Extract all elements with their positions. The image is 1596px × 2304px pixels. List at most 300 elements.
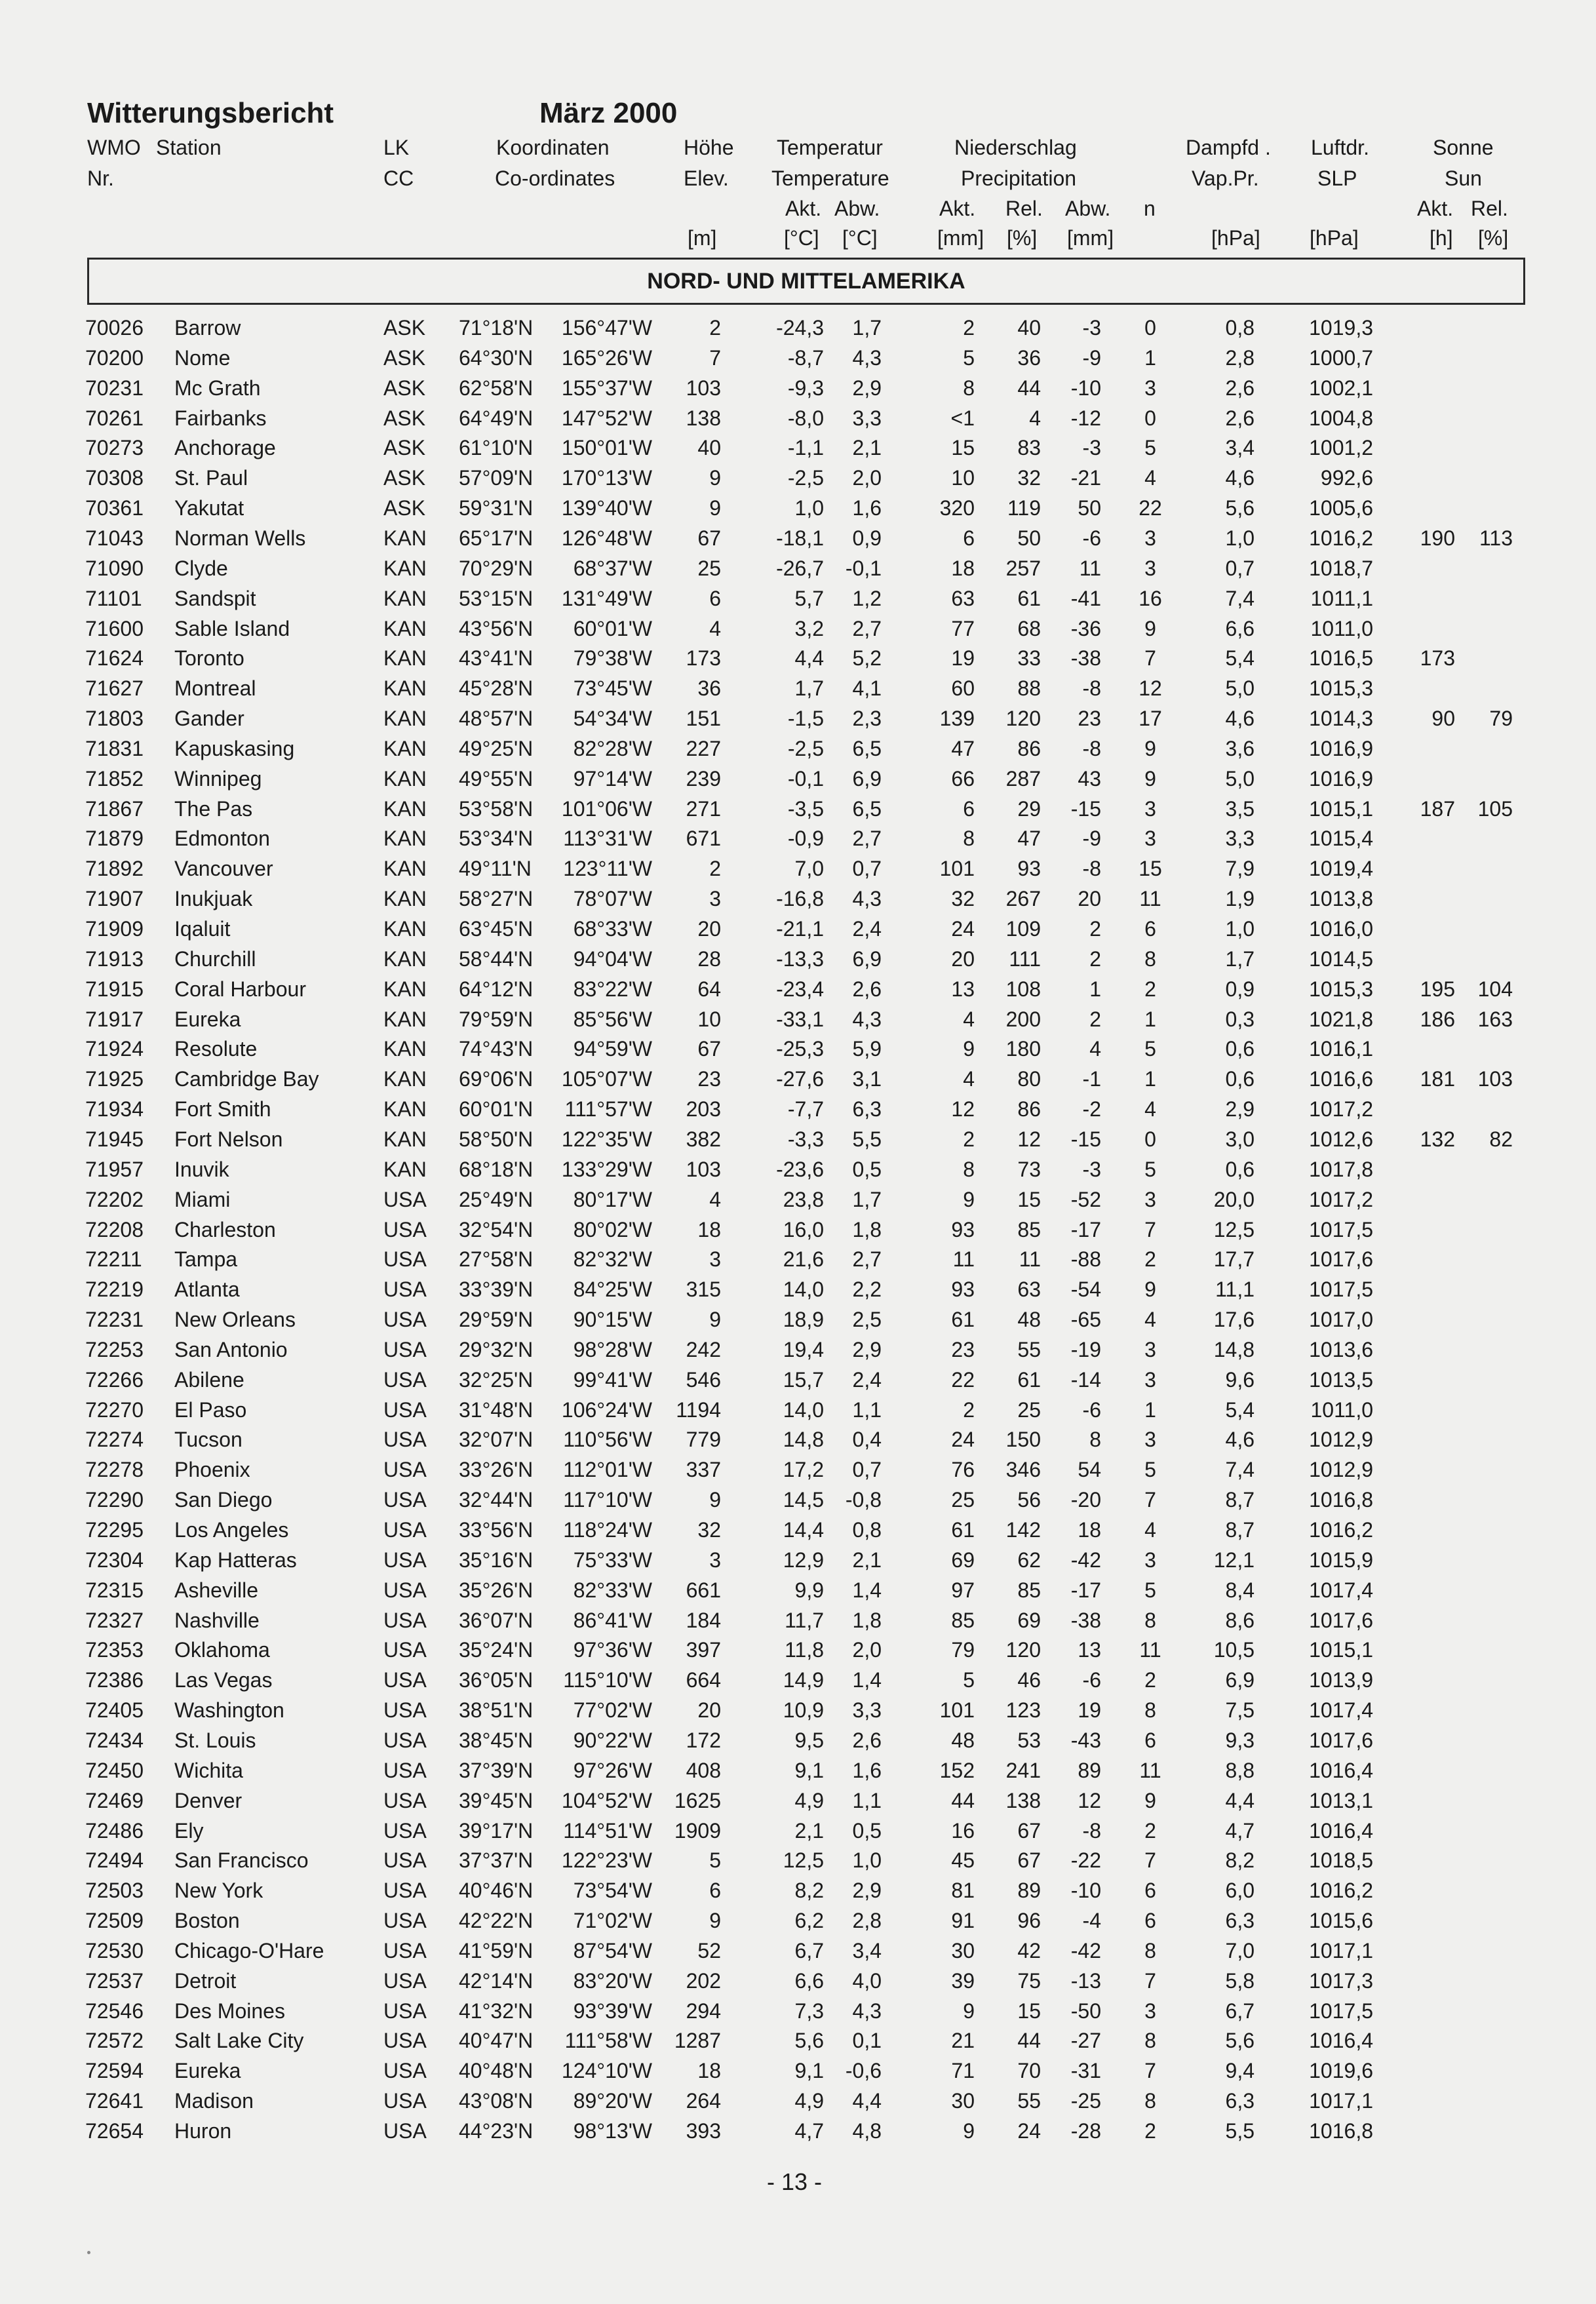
cell-vapour-pressure: 4,7	[1225, 1819, 1255, 1843]
cell-longitude: 86°41'W	[573, 1609, 652, 1632]
cell-station-name: Gander	[174, 707, 244, 730]
cell-precip-days: 1	[1144, 1007, 1156, 1031]
cell-temp-actual: 6,2	[794, 1909, 824, 1932]
cell-wmo-nr: 70261	[85, 406, 144, 430]
cell-latitude: 43°41'N	[459, 646, 534, 670]
cell-station-name: Vancouver	[174, 857, 273, 880]
cell-latitude: 27°58'N	[459, 1247, 534, 1271]
cell-temp-anomaly: -0,8	[845, 1488, 882, 1512]
cell-vapour-pressure: 0,9	[1225, 977, 1255, 1001]
cell-wmo-nr: 72641	[85, 2089, 144, 2113]
cell-country-code: KAN	[383, 767, 427, 791]
cell-elevation: 138	[686, 406, 721, 430]
cell-latitude: 71°18'N	[459, 316, 534, 340]
cell-country-code: KAN	[383, 947, 427, 971]
cell-vapour-pressure: 9,3	[1225, 1728, 1255, 1752]
cell-elevation: 173	[686, 646, 721, 670]
cell-latitude: 32°44'N	[459, 1488, 534, 1512]
cell-sea-level-pressure: 1017,4	[1309, 1578, 1373, 1602]
cell-precip-days: 3	[1144, 1548, 1156, 1572]
cell-elevation: 3	[709, 887, 721, 910]
cell-station-name: Sandspit	[174, 587, 256, 610]
cell-temp-actual: 14,5	[783, 1488, 824, 1512]
cell-country-code: KAN	[383, 1127, 427, 1151]
cell-wmo-nr: 72572	[85, 2029, 144, 2052]
cell-sea-level-pressure: 1015,3	[1309, 676, 1373, 700]
cell-precip-actual: 45	[951, 1848, 975, 1872]
cell-latitude: 40°47'N	[459, 2029, 534, 2052]
cell-wmo-nr: 71624	[85, 646, 144, 670]
cell-precip-days: 5	[1144, 436, 1156, 459]
cell-vapour-pressure: 12,1	[1213, 1548, 1255, 1572]
cell-vapour-pressure: 0,8	[1225, 316, 1255, 340]
cell-country-code: USA	[383, 1759, 427, 1782]
cell-precip-days: 3	[1144, 827, 1156, 850]
table-row	[0, 1879, 1596, 1909]
cell-wmo-nr: 70200	[85, 346, 144, 370]
cell-longitude: 124°10'W	[561, 2059, 652, 2082]
cell-precip-days: 11	[1139, 1759, 1161, 1782]
page-number: - 13 -	[767, 2168, 823, 2195]
cell-precip-anomaly: 2	[1089, 947, 1101, 971]
cell-longitude: 68°37'W	[573, 556, 652, 580]
cell-longitude: 97°14'W	[573, 767, 652, 791]
cell-temp-anomaly: 3,3	[852, 406, 882, 430]
cell-temp-anomaly: 0,7	[852, 857, 882, 880]
cell-latitude: 33°56'N	[459, 1518, 534, 1542]
table-row	[0, 466, 1596, 496]
cell-elevation: 1909	[674, 1819, 721, 1843]
cell-longitude: 80°17'W	[573, 1188, 652, 1211]
cell-vapour-pressure: 2,6	[1225, 376, 1255, 400]
cell-sea-level-pressure: 1015,6	[1309, 1909, 1373, 1932]
cell-wmo-nr: 71803	[85, 707, 144, 730]
cell-sea-level-pressure: 1011,0	[1310, 617, 1373, 640]
cell-wmo-nr: 72278	[85, 1458, 144, 1481]
cell-precip-relative: 69	[1017, 1609, 1041, 1632]
table-row	[0, 1067, 1596, 1097]
cell-wmo-nr: 72503	[85, 1879, 144, 1902]
cell-vapour-pressure: 1,0	[1225, 917, 1255, 941]
cell-wmo-nr: 71831	[85, 737, 144, 760]
cell-sea-level-pressure: 1021,8	[1309, 1007, 1373, 1031]
cell-station-name: Des Moines	[174, 1999, 285, 2023]
cell-temp-actual: 12,9	[783, 1548, 824, 1572]
cell-precip-days: 8	[1144, 1609, 1156, 1632]
cell-longitude: 98°28'W	[573, 1338, 652, 1361]
cell-temp-anomaly: 5,2	[852, 646, 882, 670]
header-precip-akt: Akt.	[939, 197, 976, 220]
cell-temp-anomaly: 4,3	[852, 1999, 882, 2023]
cell-vapour-pressure: 6,3	[1225, 1909, 1255, 1932]
cell-country-code: USA	[383, 1909, 427, 1932]
cell-precip-days: 1	[1144, 1067, 1156, 1091]
cell-precip-anomaly: -50	[1070, 1999, 1101, 2023]
cell-vapour-pressure: 11,1	[1215, 1278, 1255, 1301]
cell-precip-days: 0	[1144, 406, 1156, 430]
cell-sun-hours: 195	[1420, 977, 1455, 1001]
cell-elevation: 1194	[676, 1398, 721, 1422]
cell-sea-level-pressure: 1011,0	[1310, 1398, 1373, 1422]
cell-precip-relative: 4	[1029, 406, 1041, 430]
cell-sea-level-pressure: 1016,4	[1309, 2029, 1373, 2052]
cell-elevation: 23	[697, 1067, 721, 1091]
cell-precip-anomaly: -10	[1070, 1879, 1101, 1902]
cell-station-name: San Diego	[174, 1488, 273, 1512]
cell-precip-days: 2	[1144, 1668, 1156, 1692]
cell-elevation: 2	[709, 316, 721, 340]
header-temperature: Temperature	[771, 166, 889, 190]
cell-station-name: Barrow	[174, 316, 241, 340]
cell-sun-relative: 113	[1479, 526, 1513, 550]
cell-precip-anomaly: -12	[1070, 406, 1101, 430]
cell-sun-relative: 105	[1477, 797, 1513, 821]
cell-temp-anomaly: 1,8	[852, 1609, 882, 1632]
cell-precip-days: 4	[1144, 1097, 1156, 1121]
cell-precip-days: 5	[1144, 1458, 1156, 1481]
cell-temp-anomaly: 0,7	[852, 1458, 882, 1481]
cell-precip-actual: 19	[951, 646, 975, 670]
cell-elevation: 184	[686, 1609, 721, 1632]
cell-vapour-pressure: 5,5	[1225, 2119, 1255, 2143]
cell-country-code: USA	[383, 1458, 427, 1481]
cell-precip-relative: 123	[1005, 1698, 1041, 1722]
cell-wmo-nr: 71917	[85, 1007, 144, 1031]
table-row	[0, 1578, 1596, 1609]
cell-sea-level-pressure: 1017,4	[1309, 1698, 1373, 1722]
cell-precip-actual: 77	[951, 617, 975, 640]
cell-country-code: USA	[383, 1728, 427, 1752]
cell-longitude: 93°39'W	[573, 1999, 652, 2023]
cell-precip-days: 8	[1144, 1939, 1156, 1962]
cell-vapour-pressure: 5,4	[1225, 1398, 1255, 1422]
header-temperatur: Temperatur	[777, 136, 883, 159]
cell-precip-anomaly: 50	[1078, 496, 1101, 520]
header-niederschlag: Niederschlag	[954, 136, 1077, 159]
cell-sea-level-pressure: 1016,8	[1309, 2119, 1373, 2143]
cell-elevation: 382	[686, 1127, 721, 1151]
cell-precip-actual: 93	[951, 1218, 975, 1241]
cell-precip-actual: 47	[951, 737, 975, 760]
cell-precip-relative: 75	[1017, 1969, 1041, 1993]
cell-precip-actual: 5	[963, 1668, 975, 1692]
cell-country-code: KAN	[383, 646, 427, 670]
cell-precip-relative: 111	[1009, 947, 1041, 971]
cell-latitude: 58°44'N	[459, 947, 534, 971]
cell-country-code: ASK	[383, 496, 426, 520]
cell-precip-anomaly: -52	[1070, 1188, 1101, 1211]
table-row	[0, 1999, 1596, 2029]
cell-station-name: Fairbanks	[174, 406, 267, 430]
cell-temp-actual: 16,0	[783, 1218, 824, 1241]
cell-wmo-nr: 71913	[85, 947, 144, 971]
cell-longitude: 126°48'W	[561, 526, 652, 550]
cell-precip-anomaly: -41	[1070, 587, 1101, 610]
cell-precip-anomaly: -9	[1082, 346, 1101, 370]
cell-longitude: 83°22'W	[573, 977, 652, 1001]
cell-latitude: 62°58'N	[459, 376, 534, 400]
cell-latitude: 48°57'N	[459, 707, 534, 730]
cell-longitude: 80°02'W	[573, 1218, 652, 1241]
cell-sea-level-pressure: 1017,1	[1309, 2089, 1373, 2113]
cell-latitude: 32°07'N	[459, 1428, 534, 1451]
cell-wmo-nr: 72594	[85, 2059, 144, 2082]
cell-precip-days: 6	[1144, 1879, 1156, 1902]
cell-elevation: 172	[686, 1728, 721, 1752]
cell-precip-anomaly: -20	[1070, 1488, 1101, 1512]
table-row	[0, 1969, 1596, 1999]
header-precip-abw: Abw.	[1065, 197, 1111, 220]
cell-station-name: San Francisco	[174, 1848, 309, 1872]
cell-precip-days: 3	[1144, 1368, 1156, 1392]
cell-precip-relative: 86	[1017, 737, 1041, 760]
section-title: NORD- UND MITTELAMERIKA	[647, 268, 965, 294]
cell-wmo-nr: 72546	[85, 1999, 144, 2023]
cell-country-code: KAN	[383, 617, 427, 640]
cell-temp-actual: 1,0	[794, 496, 824, 520]
cell-precip-anomaly: -17	[1070, 1218, 1101, 1241]
cell-precip-actual: 39	[951, 1969, 975, 1993]
cell-wmo-nr: 71907	[85, 887, 144, 910]
cell-precip-anomaly: -6	[1082, 1668, 1101, 1692]
cell-station-name: Madison	[174, 2089, 254, 2113]
cell-longitude: 147°52'W	[561, 406, 652, 430]
cell-precip-days: 7	[1144, 1218, 1156, 1241]
table-row	[0, 496, 1596, 526]
cell-sea-level-pressure: 1016,4	[1309, 1819, 1373, 1843]
cell-latitude: 70°29'N	[459, 556, 534, 580]
cell-precip-relative: 142	[1005, 1518, 1041, 1542]
cell-temp-actual: 14,9	[783, 1668, 824, 1692]
cell-precip-relative: 12	[1017, 1127, 1041, 1151]
table-row	[0, 767, 1596, 797]
table-row	[0, 1819, 1596, 1849]
table-row	[0, 1698, 1596, 1728]
cell-longitude: 82°32'W	[573, 1247, 652, 1271]
cell-longitude: 110°56'W	[563, 1428, 652, 1451]
header-precip-unit-akt: [mm]	[937, 226, 984, 250]
cell-precip-anomaly: -8	[1082, 676, 1101, 700]
cell-precip-anomaly: -36	[1070, 617, 1101, 640]
header-sun-rel: Rel.	[1471, 197, 1508, 220]
cell-sun-hours: 187	[1420, 797, 1455, 821]
cell-vapour-pressure: 17,7	[1213, 1247, 1255, 1271]
cell-sea-level-pressure: 1002,1	[1309, 376, 1373, 400]
cell-country-code: USA	[383, 1488, 427, 1512]
cell-precip-relative: 85	[1017, 1578, 1041, 1602]
header-temp-abw: Abw.	[834, 197, 880, 220]
cell-wmo-nr: 72494	[85, 1848, 144, 1872]
cell-precip-anomaly: -42	[1070, 1939, 1101, 1962]
cell-country-code: KAN	[383, 1037, 427, 1061]
cell-sea-level-pressure: 1013,5	[1309, 1368, 1373, 1392]
cell-precip-actual: 44	[951, 1789, 975, 1812]
cell-precip-actual: 48	[951, 1728, 975, 1752]
cell-precip-actual: 2	[963, 1127, 975, 1151]
cell-temp-anomaly: 2,9	[852, 1338, 882, 1361]
cell-temp-actual: 7,0	[794, 857, 824, 880]
cell-temp-actual: -24,3	[776, 316, 824, 340]
cell-precip-anomaly: 43	[1078, 767, 1101, 791]
header-station: Station	[156, 136, 222, 159]
cell-sea-level-pressure: 1001,2	[1309, 436, 1373, 459]
cell-precip-actual: 8	[963, 376, 975, 400]
cell-station-name: The Pas	[174, 797, 253, 821]
cell-wmo-nr: 72202	[85, 1188, 144, 1211]
table-row	[0, 1548, 1596, 1578]
cell-temp-actual: -1,5	[787, 707, 824, 730]
cell-vapour-pressure: 0,3	[1225, 1007, 1255, 1031]
cell-sea-level-pressure: 1017,2	[1309, 1097, 1373, 1121]
table-row	[0, 1097, 1596, 1127]
cell-precip-actual: 2	[963, 316, 975, 340]
cell-wmo-nr: 72654	[85, 2119, 144, 2143]
cell-vapour-pressure: 7,4	[1225, 587, 1255, 610]
cell-precip-relative: 68	[1017, 617, 1041, 640]
table-row	[0, 1278, 1596, 1308]
cell-precip-days: 16	[1139, 587, 1162, 610]
cell-precip-relative: 80	[1017, 1067, 1041, 1091]
cell-sea-level-pressure: 1016,9	[1309, 767, 1373, 791]
cell-sea-level-pressure: 992,6	[1320, 466, 1373, 490]
cell-precip-anomaly: 11	[1079, 556, 1101, 580]
cell-country-code: ASK	[383, 376, 426, 400]
cell-temp-actual: -2,5	[787, 466, 824, 490]
cell-latitude: 29°59'N	[459, 1308, 534, 1331]
cell-wmo-nr: 72509	[85, 1909, 144, 1932]
cell-elevation: 408	[686, 1759, 721, 1782]
cell-precip-actual: 9	[963, 1999, 975, 2023]
cell-latitude: 33°39'N	[459, 1278, 534, 1301]
cell-wmo-nr: 72315	[85, 1578, 144, 1602]
cell-elevation: 779	[686, 1428, 721, 1451]
cell-precip-relative: 53	[1017, 1728, 1041, 1752]
cell-station-name: Washington	[174, 1698, 284, 1722]
cell-temp-anomaly: 4,0	[852, 1969, 882, 1993]
table-row	[0, 977, 1596, 1007]
cell-longitude: 71°02'W	[573, 1909, 652, 1932]
header-unit-hpa-slp: [hPa]	[1310, 226, 1359, 250]
cell-precip-actual: 16	[951, 1819, 975, 1843]
cell-country-code: ASK	[383, 436, 426, 459]
cell-temp-anomaly: 4,4	[852, 2089, 882, 2113]
cell-vapour-pressure: 1,0	[1225, 526, 1255, 550]
cell-precip-days: 11	[1139, 887, 1161, 910]
cell-precip-days: 8	[1144, 947, 1156, 971]
cell-precip-days: 9	[1144, 617, 1156, 640]
cell-elevation: 7	[709, 346, 721, 370]
cell-precip-days: 7	[1144, 1488, 1156, 1512]
cell-vapour-pressure: 4,6	[1225, 466, 1255, 490]
cell-longitude: 94°04'W	[573, 947, 652, 971]
cell-country-code: KAN	[383, 676, 427, 700]
cell-longitude: 78°07'W	[573, 887, 652, 910]
cell-temp-anomaly: 0,9	[852, 526, 882, 550]
cell-precip-days: 6	[1144, 1728, 1156, 1752]
cell-country-code: ASK	[383, 346, 426, 370]
cell-elevation: 25	[697, 556, 721, 580]
cell-precip-actual: 10	[951, 466, 975, 490]
cell-precip-actual: 5	[963, 346, 975, 370]
cell-sea-level-pressure: 1019,4	[1309, 857, 1373, 880]
cell-vapour-pressure: 5,6	[1225, 496, 1255, 520]
cell-precip-days: 4	[1144, 466, 1156, 490]
cell-temp-actual: 4,9	[794, 1789, 824, 1812]
cell-temp-actual: -23,4	[776, 977, 824, 1001]
table-row	[0, 1368, 1596, 1398]
cell-precip-actual: 9	[963, 1037, 975, 1061]
header-sonne: Sonne	[1433, 136, 1494, 159]
cell-latitude: 60°01'N	[459, 1097, 534, 1121]
cell-precip-days: 11	[1139, 1638, 1161, 1662]
cell-temp-actual: 9,1	[794, 2059, 824, 2082]
cell-precip-actual: 2	[963, 1398, 975, 1422]
cell-country-code: USA	[383, 2059, 427, 2082]
cell-sea-level-pressure: 1017,8	[1309, 1158, 1373, 1181]
table-row	[0, 376, 1596, 406]
cell-latitude: 32°54'N	[459, 1218, 534, 1241]
cell-vapour-pressure: 5,8	[1225, 1969, 1255, 1993]
cell-precip-anomaly: -3	[1082, 1158, 1101, 1181]
cell-sea-level-pressure: 1015,9	[1309, 1548, 1373, 1572]
cell-vapour-pressure: 4,6	[1225, 707, 1255, 730]
cell-sea-level-pressure: 1015,3	[1309, 977, 1373, 1001]
cell-wmo-nr: 72386	[85, 1668, 144, 1692]
cell-station-name: Resolute	[174, 1037, 258, 1061]
table-row	[0, 1308, 1596, 1338]
cell-country-code: KAN	[383, 827, 427, 850]
cell-temp-anomaly: 6,3	[852, 1097, 882, 1121]
cell-precip-days: 2	[1144, 2119, 1156, 2143]
cell-precip-anomaly: -31	[1070, 2059, 1101, 2082]
cell-elevation: 6	[709, 1879, 721, 1902]
cell-precip-relative: 56	[1017, 1488, 1041, 1512]
cell-elevation: 1287	[674, 2029, 721, 2052]
cell-latitude: 53°58'N	[459, 797, 534, 821]
table-row	[0, 526, 1596, 556]
cell-elevation: 6	[709, 587, 721, 610]
cell-latitude: 41°59'N	[459, 1939, 534, 1962]
cell-elevation: 202	[686, 1969, 721, 1993]
cell-temp-actual: 4,4	[794, 646, 824, 670]
cell-latitude: 53°34'N	[459, 827, 534, 850]
cell-longitude: 112°01'W	[563, 1458, 652, 1481]
cell-vapour-pressure: 8,6	[1225, 1609, 1255, 1632]
cell-temp-actual: -33,1	[776, 1007, 824, 1031]
cell-precip-actual: 63	[951, 587, 975, 610]
scan-speck	[87, 2251, 90, 2254]
cell-station-name: Wichita	[174, 1759, 243, 1782]
cell-precip-days: 4	[1144, 1308, 1156, 1331]
cell-temp-anomaly: 4,8	[852, 2119, 882, 2143]
table-row	[0, 1909, 1596, 1939]
cell-country-code: USA	[383, 1308, 427, 1331]
cell-sun-hours: 190	[1420, 526, 1455, 550]
cell-country-code: KAN	[383, 857, 427, 880]
cell-temp-anomaly: 1,8	[852, 1218, 882, 1241]
cell-wmo-nr: 72434	[85, 1728, 144, 1752]
cell-precip-relative: 61	[1017, 587, 1041, 610]
cell-temp-anomaly: 2,1	[852, 1548, 882, 1572]
cell-longitude: 139°40'W	[561, 496, 652, 520]
cell-longitude: 104°52'W	[561, 1789, 652, 1812]
cell-temp-actual: -16,8	[776, 887, 824, 910]
cell-precip-actual: 9	[963, 2119, 975, 2143]
cell-wmo-nr: 72327	[85, 1609, 144, 1632]
cell-precip-anomaly: 1	[1089, 977, 1101, 1001]
cell-wmo-nr: 71627	[85, 676, 144, 700]
cell-elevation: 67	[697, 1037, 721, 1061]
